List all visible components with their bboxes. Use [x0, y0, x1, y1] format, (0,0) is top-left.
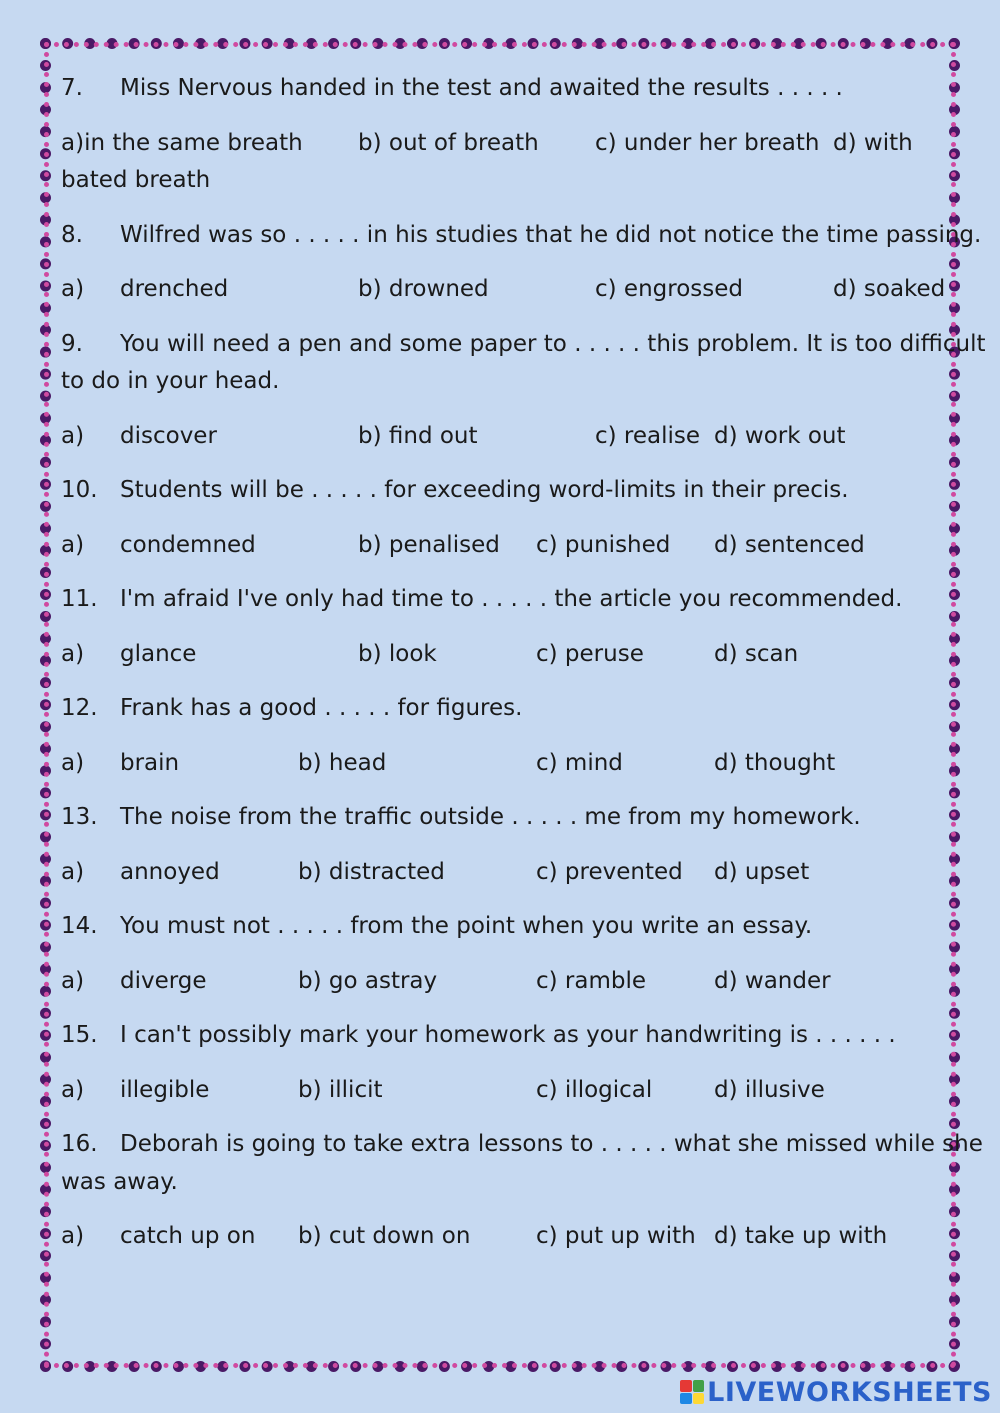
logo-text: LIVEWORKSHEETS — [707, 1376, 992, 1408]
option-b[interactable]: b) penalised — [358, 531, 500, 558]
option-d[interactable]: d) with — [833, 129, 913, 156]
question-stem: I'm afraid I've only had time to . . . . . the article you recommended. — [120, 586, 903, 612]
question-stem-continuation: to do in your head. — [61, 368, 280, 394]
option-c[interactable]: c) peruse — [536, 640, 644, 667]
option-label-a: a) — [61, 749, 85, 776]
question-stem: Wilfred was so . . . . . in his studies that he did not notice the time passing. — [120, 221, 982, 248]
option-b[interactable]: b) illicit — [298, 1076, 383, 1103]
option-c[interactable]: c) realise — [595, 422, 701, 449]
option-label-a: a) — [61, 531, 85, 558]
option-d[interactable]: d) take up with — [714, 1223, 888, 1249]
answer-options — [61, 1218, 941, 1256]
question-number: 7. — [61, 75, 83, 101]
option-d[interactable]: d) wander — [714, 967, 831, 994]
option-d[interactable]: d) scan — [714, 640, 799, 667]
question-10 — [61, 472, 941, 510]
question-stem: I can't possibly mark your homework as your handwriting is . . . . . . — [120, 1022, 896, 1048]
option-label-a: a) — [61, 276, 85, 302]
question-stem-cont — [61, 363, 941, 401]
option-c[interactable]: c) put up with — [536, 1223, 696, 1249]
logo-mark-icon — [680, 1380, 704, 1404]
question-number: 10. — [61, 477, 98, 503]
option-c[interactable]: c) engrossed — [595, 276, 743, 302]
option-d[interactable]: d) soaked — [833, 276, 946, 302]
answer-options — [61, 125, 941, 163]
question-stem: You must not . . . . . from the point when you write an essay. — [120, 913, 813, 939]
option-label-a: a) — [61, 1223, 85, 1249]
answer-options — [61, 271, 946, 309]
option-d[interactable]: d) work out — [714, 422, 846, 449]
option-d[interactable]: d) sentenced — [714, 531, 865, 558]
option-a[interactable]: catch up on — [120, 1223, 256, 1249]
question-stem: Frank has a good . . . . . for figures. — [120, 695, 523, 721]
option-b[interactable]: b) out of breath — [358, 129, 539, 156]
option-b[interactable]: b) look — [358, 640, 437, 667]
option-label-a: a) — [61, 1076, 85, 1103]
question-13 — [61, 799, 941, 837]
liveworksheets-logo — [680, 1377, 992, 1407]
question-7 — [61, 70, 941, 108]
answer-options — [61, 745, 941, 783]
worksheet-content — [61, 70, 986, 1256]
question-stem: The noise from the traffic outside . . . . . me from my homework. — [120, 804, 861, 830]
option-b[interactable]: b) distracted — [298, 858, 445, 885]
question-number: 12. — [61, 695, 98, 721]
question-number: 13. — [61, 804, 98, 830]
option-a[interactable]: condemned — [120, 531, 256, 558]
question-9 — [61, 326, 986, 364]
question-16 — [61, 1126, 983, 1164]
question-11 — [61, 581, 941, 619]
option-a[interactable]: diverge — [120, 967, 207, 994]
answer-options — [61, 854, 941, 892]
option-label-a: a) — [61, 640, 85, 667]
option-label-a: a) — [61, 422, 85, 449]
question-12 — [61, 690, 941, 728]
option-c[interactable]: c) under her breath — [595, 129, 820, 156]
question-number: 14. — [61, 913, 98, 939]
question-number: 11. — [61, 586, 98, 612]
option-b[interactable]: b) drowned — [358, 276, 489, 302]
option-c[interactable]: c) illogical — [536, 1076, 653, 1103]
option-label-a: a) — [61, 967, 85, 994]
option-b[interactable]: b) go astray — [298, 967, 438, 994]
question-stem-cont — [61, 1164, 941, 1202]
option-a[interactable]: glance — [120, 640, 197, 667]
option-a[interactable]: discover — [120, 422, 217, 449]
option-a[interactable]: drenched — [120, 276, 229, 302]
option-c[interactable]: c) ramble — [536, 967, 647, 994]
question-stem: Students will be . . . . . for exceeding word-limits in their precis. — [120, 477, 849, 503]
answer-options — [61, 636, 941, 674]
option-d-cont[interactable]: bated breath — [61, 167, 211, 193]
question-stem: Miss Nervous handed in the test and awaited the results . . . . . — [120, 75, 843, 101]
option-d[interactable]: d) upset — [714, 858, 810, 885]
option-b[interactable]: b) cut down on — [298, 1223, 471, 1249]
option-a[interactable]: illegible — [120, 1076, 210, 1103]
answer-options — [61, 963, 941, 1001]
answer-options-cont — [61, 162, 941, 200]
question-8 — [61, 217, 982, 255]
answer-options — [61, 527, 941, 565]
option-d[interactable]: d) illusive — [714, 1076, 825, 1103]
question-number: 9. — [61, 330, 83, 357]
question-stem: Deborah is going to take extra lessons to . . . . . what she missed while she — [120, 1131, 983, 1157]
option-b[interactable]: b) find out — [358, 422, 478, 449]
option-b[interactable]: b) head — [298, 749, 387, 776]
question-stem: You will need a pen and some paper to . . . . . this problem. It is too difficult — [120, 330, 986, 357]
question-number: 8. — [61, 221, 83, 248]
option-c[interactable]: c) punished — [536, 531, 671, 558]
question-15 — [61, 1017, 941, 1055]
answer-options — [61, 418, 941, 456]
question-14 — [61, 908, 941, 946]
question-number: 16. — [61, 1131, 98, 1157]
question-number: 15. — [61, 1022, 98, 1048]
option-a[interactable]: annoyed — [120, 858, 220, 885]
option-a[interactable]: a)in the same breath — [61, 129, 303, 156]
question-stem-continuation: was away. — [61, 1168, 178, 1195]
option-c[interactable]: c) mind — [536, 749, 623, 776]
option-d[interactable]: d) thought — [714, 749, 836, 776]
option-label-a: a) — [61, 858, 85, 885]
answer-options — [61, 1072, 941, 1110]
option-a[interactable]: brain — [120, 749, 180, 776]
option-c[interactable]: c) prevented — [536, 858, 683, 885]
